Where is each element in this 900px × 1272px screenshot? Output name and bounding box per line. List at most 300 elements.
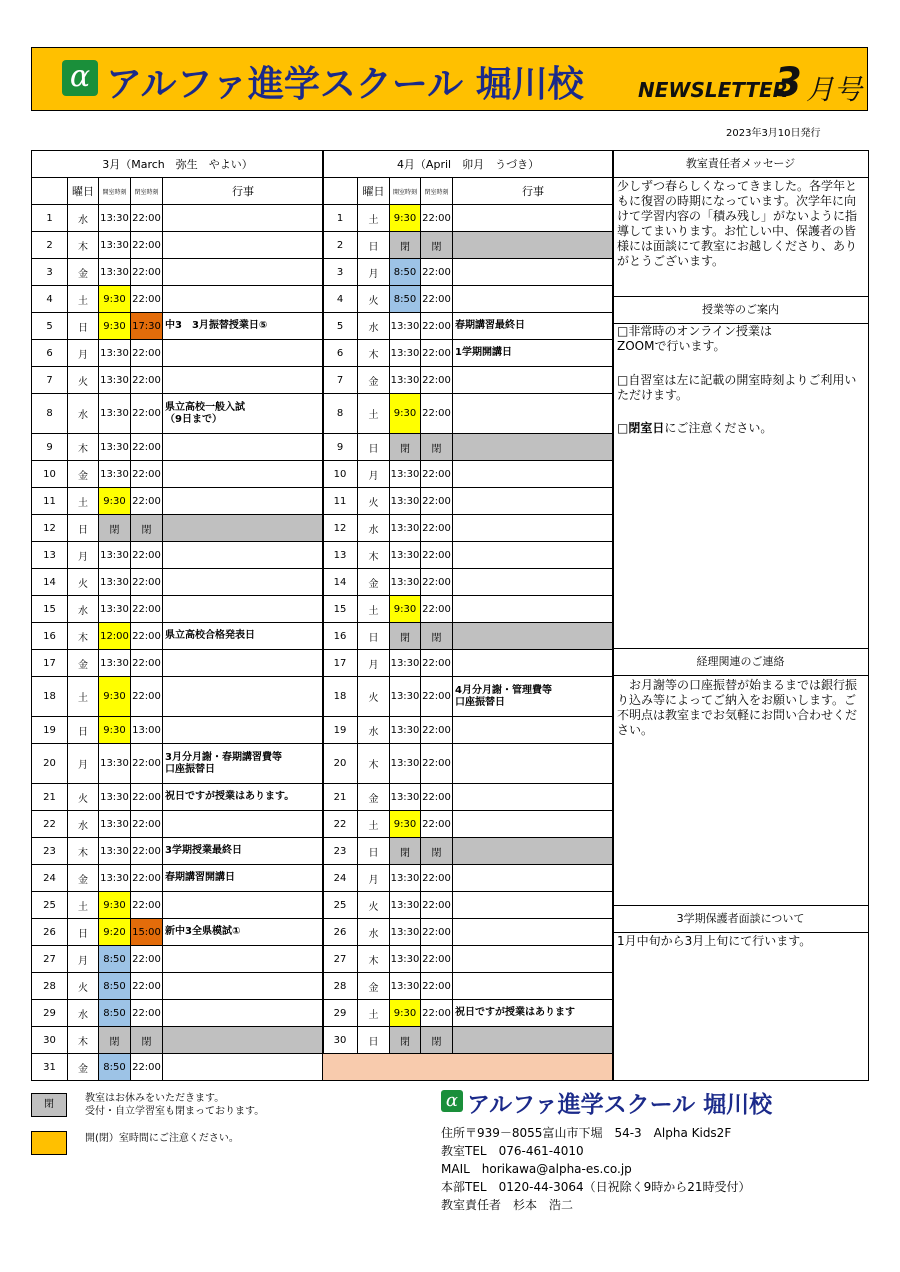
open-time-cell: 13:30: [390, 919, 421, 946]
open-time-cell: 9:30: [99, 677, 131, 717]
event-cell: [163, 811, 324, 838]
open-time-cell: 閉: [390, 1027, 421, 1054]
close-time-cell: 22:00: [131, 461, 163, 488]
weekday-cell: 月: [68, 542, 99, 569]
weekday-cell: 木: [68, 838, 99, 865]
event-cell: [453, 367, 614, 394]
april-calendar: [322, 150, 614, 1081]
event-cell: [163, 434, 324, 461]
close-time-cell: 13:00: [131, 717, 163, 744]
calendar-row: [32, 1054, 324, 1081]
day-cell: 8: [323, 394, 358, 434]
weekday-cell: 火: [358, 892, 390, 919]
close-time-cell: 22:00: [421, 259, 453, 286]
open-time-cell: 13:30: [390, 367, 421, 394]
day-cell: 16: [32, 623, 68, 650]
weekday-cell: 火: [358, 677, 390, 717]
event-cell: [163, 340, 324, 367]
weekday-cell: 月: [358, 650, 390, 677]
open-time-header: 開室時刻: [390, 178, 421, 205]
calendar-row: [323, 461, 614, 488]
calendar-row: [323, 946, 614, 973]
event-cell: [453, 784, 614, 811]
open-time-cell: 閉: [99, 1027, 131, 1054]
weekday-cell: 水: [68, 811, 99, 838]
hours-legend-swatch: [31, 1131, 67, 1155]
open-time-cell: 8:50: [99, 946, 131, 973]
close-time-cell: 22:00: [421, 488, 453, 515]
close-time-cell: 22:00: [421, 784, 453, 811]
calendar-row: [323, 717, 614, 744]
event-cell: [453, 434, 614, 461]
open-time-cell: 13:30: [99, 784, 131, 811]
day-header: [323, 178, 358, 205]
calendar-row: [32, 946, 324, 973]
close-time-cell: 閉: [421, 232, 453, 259]
day-cell: 30: [323, 1027, 358, 1054]
open-time-cell: 閉: [390, 838, 421, 865]
weekday-cell: 日: [68, 717, 99, 744]
billing-text: お月謝等の口座振替が始まるまでは銀行振り込み等によってご納入をお願いします。ご不明点は教室までお気軽にお問い合わせください。: [617, 678, 858, 737]
weekday-cell: 水: [68, 1000, 99, 1027]
billing-title: 経理関連のご連絡: [613, 649, 868, 676]
calendar-row: [32, 1000, 324, 1027]
close-time-cell: 22:00: [421, 650, 453, 677]
day-cell: 29: [32, 1000, 68, 1027]
info-online: □非常時のオンライン授業は ZOOMで行います。: [617, 324, 772, 353]
event-cell: 春期講習開講日: [163, 865, 324, 892]
event-cell: [163, 542, 324, 569]
event-cell: [453, 650, 614, 677]
close-time-header: 閉室時刻: [421, 178, 453, 205]
day-cell: 2: [32, 232, 68, 259]
event-cell: 祝日ですが授業はあります: [453, 1000, 614, 1027]
event-cell: [163, 232, 324, 259]
day-cell: 1: [323, 205, 358, 232]
day-cell: 16: [323, 623, 358, 650]
weekday-cell: 火: [358, 488, 390, 515]
calendar-row: [323, 232, 614, 259]
open-time-cell: 8:50: [99, 1000, 131, 1027]
event-cell: [453, 717, 614, 744]
weekday-cell: 火: [358, 286, 390, 313]
event-cell: [453, 1027, 614, 1054]
weekday-header: 曜日: [68, 178, 99, 205]
open-time-cell: 13:30: [390, 717, 421, 744]
day-cell: 9: [323, 434, 358, 461]
calendar-row: [32, 1027, 324, 1054]
calendar-row: [32, 717, 324, 744]
weekday-cell: 木: [68, 232, 99, 259]
open-time-cell: 13:30: [99, 596, 131, 623]
day-cell: 22: [323, 811, 358, 838]
close-time-cell: 22:00: [421, 340, 453, 367]
header-banner: [31, 47, 868, 111]
calendar-row: [32, 973, 324, 1000]
weekday-cell: 土: [358, 205, 390, 232]
closed-legend-text: 教室はお休みをいただきます。 受付・自立学習室も閉まっております。: [85, 1093, 265, 1117]
event-cell: [163, 286, 324, 313]
calendar-row: [32, 865, 324, 892]
event-cell: [163, 596, 324, 623]
close-time-cell: 22:00: [131, 434, 163, 461]
day-cell: 10: [323, 461, 358, 488]
event-cell: 春期講習最終日: [453, 313, 614, 340]
event-cell: 3月分月謝・春期講習費等 口座振替日: [163, 744, 324, 784]
event-cell: [453, 596, 614, 623]
calendar-row: [323, 596, 614, 623]
event-cell: [453, 461, 614, 488]
close-time-cell: 22:00: [131, 205, 163, 232]
event-cell: [163, 650, 324, 677]
day-cell: 4: [323, 286, 358, 313]
open-time-cell: 13:30: [390, 569, 421, 596]
event-cell: [453, 838, 614, 865]
close-time-cell: 22:00: [131, 340, 163, 367]
footer-manager: 教室責任者 杉本 浩二: [441, 1198, 574, 1212]
newsletter-month: 3: [774, 60, 802, 106]
open-time-cell: 13:30: [99, 569, 131, 596]
close-time-cell: 22:00: [421, 811, 453, 838]
event-cell: [163, 1000, 324, 1027]
alpha-logo-icon: α: [441, 1090, 463, 1112]
open-time-cell: 9:30: [390, 205, 421, 232]
day-cell: 19: [32, 717, 68, 744]
event-cell: [453, 919, 614, 946]
calendar-row: [32, 340, 324, 367]
calendar-row: [32, 488, 324, 515]
close-time-cell: 22:00: [421, 744, 453, 784]
weekday-cell: 火: [68, 973, 99, 1000]
weekday-cell: 水: [358, 919, 390, 946]
close-time-cell: 22:00: [131, 865, 163, 892]
calendar-row: [32, 205, 324, 232]
calendar-row: [323, 838, 614, 865]
close-time-cell: 22:00: [421, 1000, 453, 1027]
calendar-row: [32, 434, 324, 461]
close-time-cell: 22:00: [131, 286, 163, 313]
weekday-cell: 金: [358, 569, 390, 596]
calendar-row: [32, 259, 324, 286]
calendar-row: [323, 434, 614, 461]
weekday-cell: 日: [68, 313, 99, 340]
day-cell: 26: [323, 919, 358, 946]
day-cell: 21: [32, 784, 68, 811]
day-cell: 3: [323, 259, 358, 286]
event-cell: 中3 3月振替授業日⑤: [163, 313, 324, 340]
calendar-row: [323, 811, 614, 838]
weekday-cell: 月: [358, 259, 390, 286]
day-cell: 26: [32, 919, 68, 946]
open-time-cell: 13:30: [390, 650, 421, 677]
open-time-cell: 閉: [390, 434, 421, 461]
day-cell: 17: [323, 650, 358, 677]
event-cell: 4月分月謝・管理費等 口座振替日: [453, 677, 614, 717]
day-cell: 28: [323, 973, 358, 1000]
newsletter-month-suffix: 月号: [806, 73, 863, 106]
empty-day-cell: [323, 1054, 614, 1081]
close-time-cell: 22:00: [131, 811, 163, 838]
hours-legend-text: 開(閉）室時間にご注意ください。: [85, 1133, 239, 1144]
event-cell: [453, 542, 614, 569]
weekday-cell: 木: [68, 1027, 99, 1054]
day-cell: 27: [32, 946, 68, 973]
event-cell: [163, 259, 324, 286]
weekday-cell: 木: [358, 340, 390, 367]
weekday-cell: 日: [358, 1027, 390, 1054]
open-time-cell: 13:30: [390, 461, 421, 488]
calendar-row: [323, 488, 614, 515]
weekday-cell: 日: [68, 515, 99, 542]
footer-mail[interactable]: MAIL horikawa@alpha-es.co.jp: [441, 1162, 632, 1176]
calendar-row: [32, 286, 324, 313]
calendar-row: [323, 865, 614, 892]
march-title: 3月（March 弥生 やよい）: [32, 151, 324, 178]
footer-address: 住所〒939－8055富山市下堀 54-3 Alpha Kids2F: [441, 1126, 732, 1140]
calendar-row: [32, 677, 324, 717]
calendar-row: [323, 677, 614, 717]
close-time-cell: 22:00: [131, 596, 163, 623]
close-time-cell: 22:00: [131, 232, 163, 259]
open-time-cell: 13:30: [99, 650, 131, 677]
open-time-cell: 9:30: [99, 488, 131, 515]
close-time-cell: 22:00: [131, 1000, 163, 1027]
calendar-row: [323, 515, 614, 542]
calendar-row: [32, 744, 324, 784]
close-time-cell: 22:00: [421, 892, 453, 919]
open-time-cell: 9:30: [390, 596, 421, 623]
day-cell: 19: [323, 717, 358, 744]
open-time-cell: 閉: [99, 515, 131, 542]
info-closed-days: □閉室日にご注意ください。: [617, 421, 773, 435]
meeting-title: 3学期保護者面談について: [613, 906, 868, 933]
weekday-cell: 金: [68, 1054, 99, 1081]
weekday-cell: 土: [68, 892, 99, 919]
open-time-cell: 13:30: [99, 367, 131, 394]
calendar-row: [323, 569, 614, 596]
close-time-cell: 閉: [421, 434, 453, 461]
event-cell: [453, 488, 614, 515]
close-time-cell: 22:00: [421, 367, 453, 394]
close-time-cell: 閉: [421, 1027, 453, 1054]
calendar-row: [323, 205, 614, 232]
weekday-cell: 水: [358, 313, 390, 340]
event-cell: [453, 259, 614, 286]
calendar-row: [32, 838, 324, 865]
day-cell: 12: [323, 515, 358, 542]
school-name: アルファ進学スクール 堀川校: [106, 64, 584, 105]
april-title: 4月（April 卯月 うづき）: [323, 151, 614, 178]
event-cell: 新中3全県模試①: [163, 919, 324, 946]
april-rows: [323, 205, 614, 1081]
calendar-row: [323, 784, 614, 811]
event-cell: [453, 394, 614, 434]
close-time-cell: 22:00: [421, 946, 453, 973]
open-time-cell: 13:30: [390, 515, 421, 542]
day-cell: 12: [32, 515, 68, 542]
message-title: 教室責任者メッセージ: [613, 151, 868, 178]
footer-school-name: アルファ進学スクール 堀川校: [467, 1092, 773, 1118]
calendar-row: [323, 259, 614, 286]
day-cell: 27: [323, 946, 358, 973]
day-cell: 5: [323, 313, 358, 340]
calendar-row: [32, 232, 324, 259]
day-cell: 31: [32, 1054, 68, 1081]
event-cell: [453, 811, 614, 838]
day-cell: 7: [323, 367, 358, 394]
calendar-row: [323, 919, 614, 946]
day-cell: 23: [32, 838, 68, 865]
open-time-cell: 閉: [390, 623, 421, 650]
close-time-cell: 15:00: [131, 919, 163, 946]
open-time-cell: 9:20: [99, 919, 131, 946]
event-cell: [453, 569, 614, 596]
calendar-row: [323, 650, 614, 677]
open-time-cell: 13:30: [390, 677, 421, 717]
event-cell: [163, 367, 324, 394]
close-time-cell: 22:00: [421, 205, 453, 232]
close-time-cell: 22:00: [131, 973, 163, 1000]
open-time-cell: 9:30: [99, 286, 131, 313]
weekday-cell: 日: [358, 434, 390, 461]
event-cell: [453, 892, 614, 919]
calendar-row: [32, 892, 324, 919]
calendar-row: [323, 892, 614, 919]
day-cell: 11: [32, 488, 68, 515]
info-study-room: □自習室は左に記載の開室時刻よりご利用いただけます。: [617, 373, 857, 402]
day-cell: 30: [32, 1027, 68, 1054]
open-time-cell: 9:30: [390, 811, 421, 838]
day-cell: 24: [32, 865, 68, 892]
open-time-cell: 13:30: [99, 434, 131, 461]
event-cell: [453, 232, 614, 259]
day-cell: 21: [323, 784, 358, 811]
calendar-row: [32, 811, 324, 838]
event-cell: [453, 973, 614, 1000]
open-time-cell: 13:30: [99, 394, 131, 434]
weekday-cell: 金: [358, 367, 390, 394]
open-time-cell: 13:30: [390, 892, 421, 919]
day-cell: 2: [323, 232, 358, 259]
weekday-cell: 土: [358, 811, 390, 838]
open-time-cell: 13:30: [99, 205, 131, 232]
open-time-cell: 9:30: [390, 1000, 421, 1027]
close-time-cell: 22:00: [421, 677, 453, 717]
day-cell: 17: [32, 650, 68, 677]
weekday-cell: 金: [68, 865, 99, 892]
calendar-row: [32, 623, 324, 650]
close-time-cell: 22:00: [421, 865, 453, 892]
weekday-cell: 月: [68, 340, 99, 367]
weekday-cell: 水: [68, 394, 99, 434]
day-cell: 24: [323, 865, 358, 892]
open-time-cell: 13:30: [99, 838, 131, 865]
calendar-row: [323, 973, 614, 1000]
event-cell: [163, 488, 324, 515]
weekday-cell: 金: [68, 461, 99, 488]
event-cell: 3学期授業最終日: [163, 838, 324, 865]
close-time-cell: 17:30: [131, 313, 163, 340]
open-time-cell: 13:30: [99, 340, 131, 367]
calendar-row: [32, 367, 324, 394]
open-time-cell: 9:30: [99, 313, 131, 340]
open-time-cell: 12:00: [99, 623, 131, 650]
event-cell: [453, 286, 614, 313]
event-cell: 1学期開講日: [453, 340, 614, 367]
close-time-cell: 22:00: [421, 596, 453, 623]
weekday-cell: 金: [68, 259, 99, 286]
close-time-cell: 22:00: [131, 650, 163, 677]
events-header: 行事: [163, 178, 324, 205]
close-time-cell: 22:00: [131, 677, 163, 717]
close-time-cell: 22:00: [131, 838, 163, 865]
calendar-row: [323, 744, 614, 784]
day-cell: 20: [32, 744, 68, 784]
close-time-cell: 閉: [421, 838, 453, 865]
day-cell: 22: [32, 811, 68, 838]
close-time-cell: 閉: [131, 515, 163, 542]
day-cell: 1: [32, 205, 68, 232]
calendar-row: [32, 542, 324, 569]
close-time-cell: 22:00: [421, 542, 453, 569]
event-cell: [453, 205, 614, 232]
close-time-cell: 22:00: [131, 946, 163, 973]
calendar-row: [323, 313, 614, 340]
open-time-cell: 13:30: [390, 488, 421, 515]
open-time-cell: 13:30: [99, 542, 131, 569]
open-time-cell: 13:30: [99, 865, 131, 892]
open-time-cell: 13:30: [390, 313, 421, 340]
close-time-cell: 22:00: [421, 461, 453, 488]
calendar-row: [323, 623, 614, 650]
open-time-cell: 13:30: [390, 744, 421, 784]
weekday-cell: 月: [358, 461, 390, 488]
day-cell: 18: [323, 677, 358, 717]
weekday-cell: 木: [68, 623, 99, 650]
day-cell: 11: [323, 488, 358, 515]
weekday-cell: 日: [358, 838, 390, 865]
close-time-header: 閉室時刻: [131, 178, 163, 205]
event-cell: [163, 205, 324, 232]
event-cell: 県立高校一般入試 （9日まで）: [163, 394, 324, 434]
weekday-cell: 木: [358, 542, 390, 569]
calendar-row: [323, 542, 614, 569]
close-time-cell: 22:00: [131, 569, 163, 596]
weekday-cell: 木: [358, 946, 390, 973]
event-cell: [163, 892, 324, 919]
open-time-cell: 13:30: [99, 744, 131, 784]
closed-legend-swatch: 閉: [31, 1093, 67, 1117]
close-time-cell: 22:00: [131, 892, 163, 919]
weekday-cell: 火: [68, 569, 99, 596]
weekday-cell: 土: [358, 596, 390, 623]
footer-hq-tel: 本部TEL 0120-44-3064（日祝除く9時から21時受付）: [441, 1180, 751, 1194]
close-time-cell: 22:00: [131, 623, 163, 650]
weekday-cell: 月: [68, 946, 99, 973]
open-time-cell: 9:30: [390, 394, 421, 434]
event-cell: [453, 623, 614, 650]
open-time-cell: 9:30: [99, 717, 131, 744]
weekday-cell: 金: [358, 973, 390, 1000]
close-time-cell: 22:00: [421, 515, 453, 542]
day-cell: 14: [32, 569, 68, 596]
open-time-cell: 13:30: [390, 542, 421, 569]
open-time-cell: 13:30: [390, 784, 421, 811]
empty-row: [323, 1054, 614, 1081]
weekday-cell: 木: [68, 434, 99, 461]
side-panel: [612, 150, 869, 1081]
close-time-cell: 22:00: [131, 394, 163, 434]
